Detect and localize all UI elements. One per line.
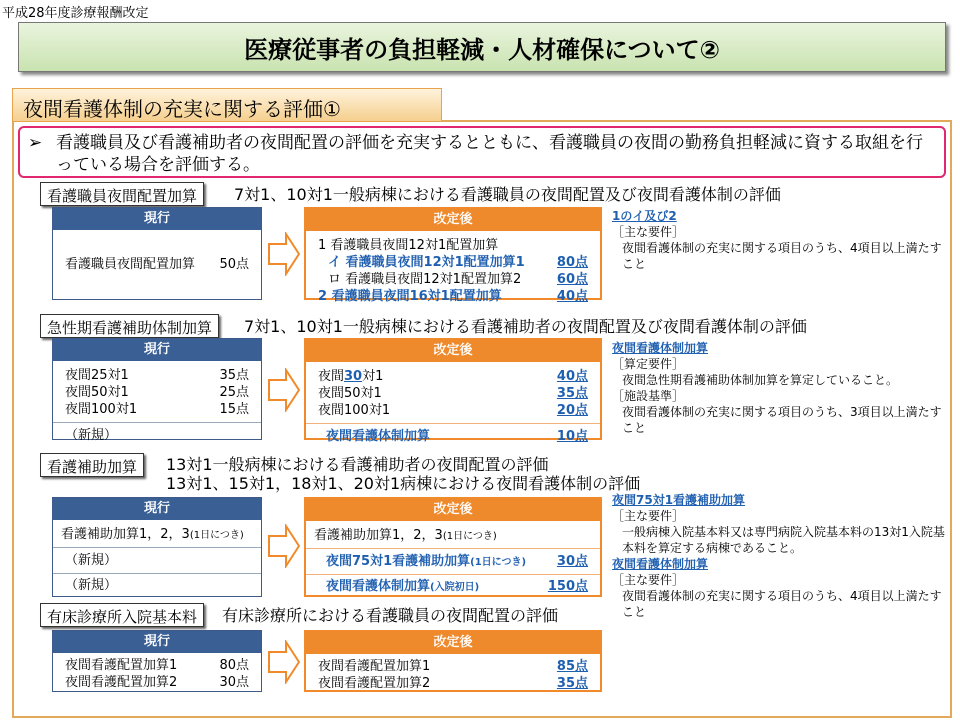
revised-row [306,658,600,675]
current-label: 夜間看護配置加算1 [65,658,178,673]
category-label-2: 急性期看護補助体制加算 [40,314,219,338]
current-row [53,526,261,543]
revised-label: 夜間看護体制加算 [326,579,431,594]
revised-label: 夜間看護配置加算1 [318,659,431,674]
note-heading: 夜間75対1看護補助加算 [612,493,746,507]
note-subheading: ［主な要件］ [612,225,685,239]
summary-box [18,126,946,178]
revised-header: 改定後 [306,209,600,231]
note-text: 一般病棟入院基本料又は専門病院入院基本料の13対1入院基本料を算定する病棟であること。 [622,525,945,555]
revised-row [306,237,600,254]
revised-row [306,254,600,271]
category-desc-4: 有床診療所における看護職員の夜間配置の評価 [222,606,559,625]
current-box-3 [52,497,262,597]
current-value: 80点 [219,658,249,673]
current-row [53,547,261,573]
note-subheading: ［主な要件］ [612,573,685,587]
current-row [53,674,261,691]
current-header: 現行 [53,339,261,361]
current-row [53,422,261,448]
note-subheading: ［主な要件］ [612,509,685,523]
current-label-note: (1日につき) [189,530,244,541]
revised-value: 60点 [556,272,588,287]
revised-value: 35点 [556,386,588,401]
note-text: 夜間看護体制の充実に関する項目のうち、4項目以上満たすこと [622,241,942,271]
revised-row [306,423,600,449]
revised-value: 10点 [556,429,588,444]
revised-label-note: (1日につき) [470,557,527,568]
revised-label-note: (入院初日) [430,582,480,593]
current-row [53,657,261,674]
revised-box-4 [304,630,602,692]
current-header: 現行 [53,208,261,230]
revised-label: 夜間100対1 [318,403,391,418]
category-label-1: 看護職員夜間配置加算 [40,182,204,206]
current-label: 夜間100対1 [65,402,138,417]
current-label: 看護職員夜間配置加算 [65,257,196,272]
revised-label: 夜間看護配置加算2 [318,676,431,691]
requirement-note-1 [612,208,952,272]
revised-header: 改定後 [306,340,600,362]
revised-label-note: (1日につき) [442,531,497,542]
current-row [53,573,261,597]
revised-value: 80点 [556,255,588,270]
current-row [53,256,261,273]
revised-label: 夜間50対1 [318,386,382,401]
revised-label: イ 看護職員夜間12対1配置加算1 [328,255,525,270]
revised-box-3 [304,497,602,597]
revised-value: 85点 [556,659,588,674]
current-header: 現行 [53,498,261,520]
revised-label: 1 看護職員夜間12対1配置加算 [318,238,499,253]
category-label-4: 有床診療所入院基本料 [40,603,204,627]
current-value: 35点 [219,368,249,383]
arrow-right-icon [268,368,300,412]
revised-row [306,402,600,419]
current-value: 30点 [219,675,249,690]
current-value: 15点 [219,402,249,417]
current-box-2 [52,338,262,443]
revised-box-2 [304,338,602,444]
requirement-note-2 [612,340,952,436]
note-text: 夜間看護体制の充実に関する項目のうち、3項目以上満たすこと [622,405,942,435]
current-value: 50点 [219,257,249,272]
section-title: 夜間看護体制の充実に関する評価① [12,88,442,122]
revised-header: 改定後 [306,632,600,654]
current-label: （新規） [65,428,118,443]
note-subheading: ［算定要件］ [612,357,685,371]
current-value: 25点 [219,385,249,400]
revised-label-number: 30 [344,369,363,384]
category-desc-1: 7対1、10対1一般病棟における看護職員の夜間配置及び夜間看護体制の評価 [234,185,781,204]
current-row [53,401,261,418]
header-note: 平成28年度診療報酬改定 [2,6,149,21]
note-heading: 夜間看護体制加算 [612,341,709,355]
current-label: 夜間50対1 [65,385,129,400]
bullet-icon: ➢ [28,133,43,153]
current-label: （新規） [65,553,118,568]
revised-row [306,288,600,305]
revised-label: 2 看護職員夜間16対1配置加算 [318,289,502,304]
current-row [53,367,261,384]
note-text: 夜間急性期看護補助体制加算を算定していること。 [622,373,899,387]
current-label: （新規） [65,578,118,593]
revised-value: 40点 [556,289,588,304]
revised-row [306,548,600,574]
revised-value: 30点 [556,554,588,569]
note-heading: 夜間看護体制加算 [612,557,709,571]
category-desc-3a: 13対1一般病棟における看護補助者の夜間配置の評価 [166,455,549,474]
revised-row [306,574,600,598]
revised-label: 夜間看護体制加算 [326,429,431,444]
arrow-right-icon [268,232,300,276]
current-label: 看護補助加算1，2，3 [61,527,190,542]
current-header: 現行 [53,631,261,653]
summary-text: 看護職員及び看護補助者の夜間配置の評価を充実するとともに、看護職員の夜間の勤務負担軽減に資する取組を行っている場合を評価する。 [56,133,923,175]
page-title: 医療従事者の負担軽減・人材確保について② [18,22,946,72]
current-label: 夜間看護配置加算2 [65,675,178,690]
arrow-right-icon [268,640,300,684]
category-label-3: 看護補助加算 [40,453,144,477]
revised-label: ロ 看護職員夜間12対1配置加算2 [328,272,522,287]
revised-row [306,675,600,692]
category-desc-2: 7対1、10対1一般病棟における看護補助者の夜間配置及び夜間看護体制の評価 [244,317,807,336]
revised-row [306,385,600,402]
current-row [53,384,261,401]
requirement-note-3 [612,492,952,620]
revised-row [306,368,600,385]
revised-header: 改定後 [306,499,600,521]
revised-row [306,527,600,544]
revised-value: 150点 [547,579,588,594]
revised-box-1 [304,207,602,304]
category-desc-3b: 13対1、15対1，18対1、20対1病棟における夜間看護体制の評価 [166,474,641,493]
note-text: 夜間看護体制の充実に関する項目のうち、4項目以上満たすこと [622,589,942,619]
revised-label-prefix: 夜間 [318,369,345,384]
revised-value: 35点 [556,676,588,691]
revised-label: 夜間75対1看護補助加算 [326,554,471,569]
current-box-4 [52,630,262,692]
current-box-1 [52,207,262,300]
arrow-right-icon [268,524,300,568]
revised-value: 20点 [556,403,588,418]
revised-row [306,271,600,288]
current-label: 夜間25対1 [65,368,129,383]
revised-value: 40点 [556,369,588,384]
note-heading: 1のイ及び2 [612,209,677,223]
revised-label-suffix: 対1 [362,369,384,384]
note-subheading: ［施設基準］ [612,389,685,403]
revised-label: 看護補助加算1，2，3 [314,528,443,543]
